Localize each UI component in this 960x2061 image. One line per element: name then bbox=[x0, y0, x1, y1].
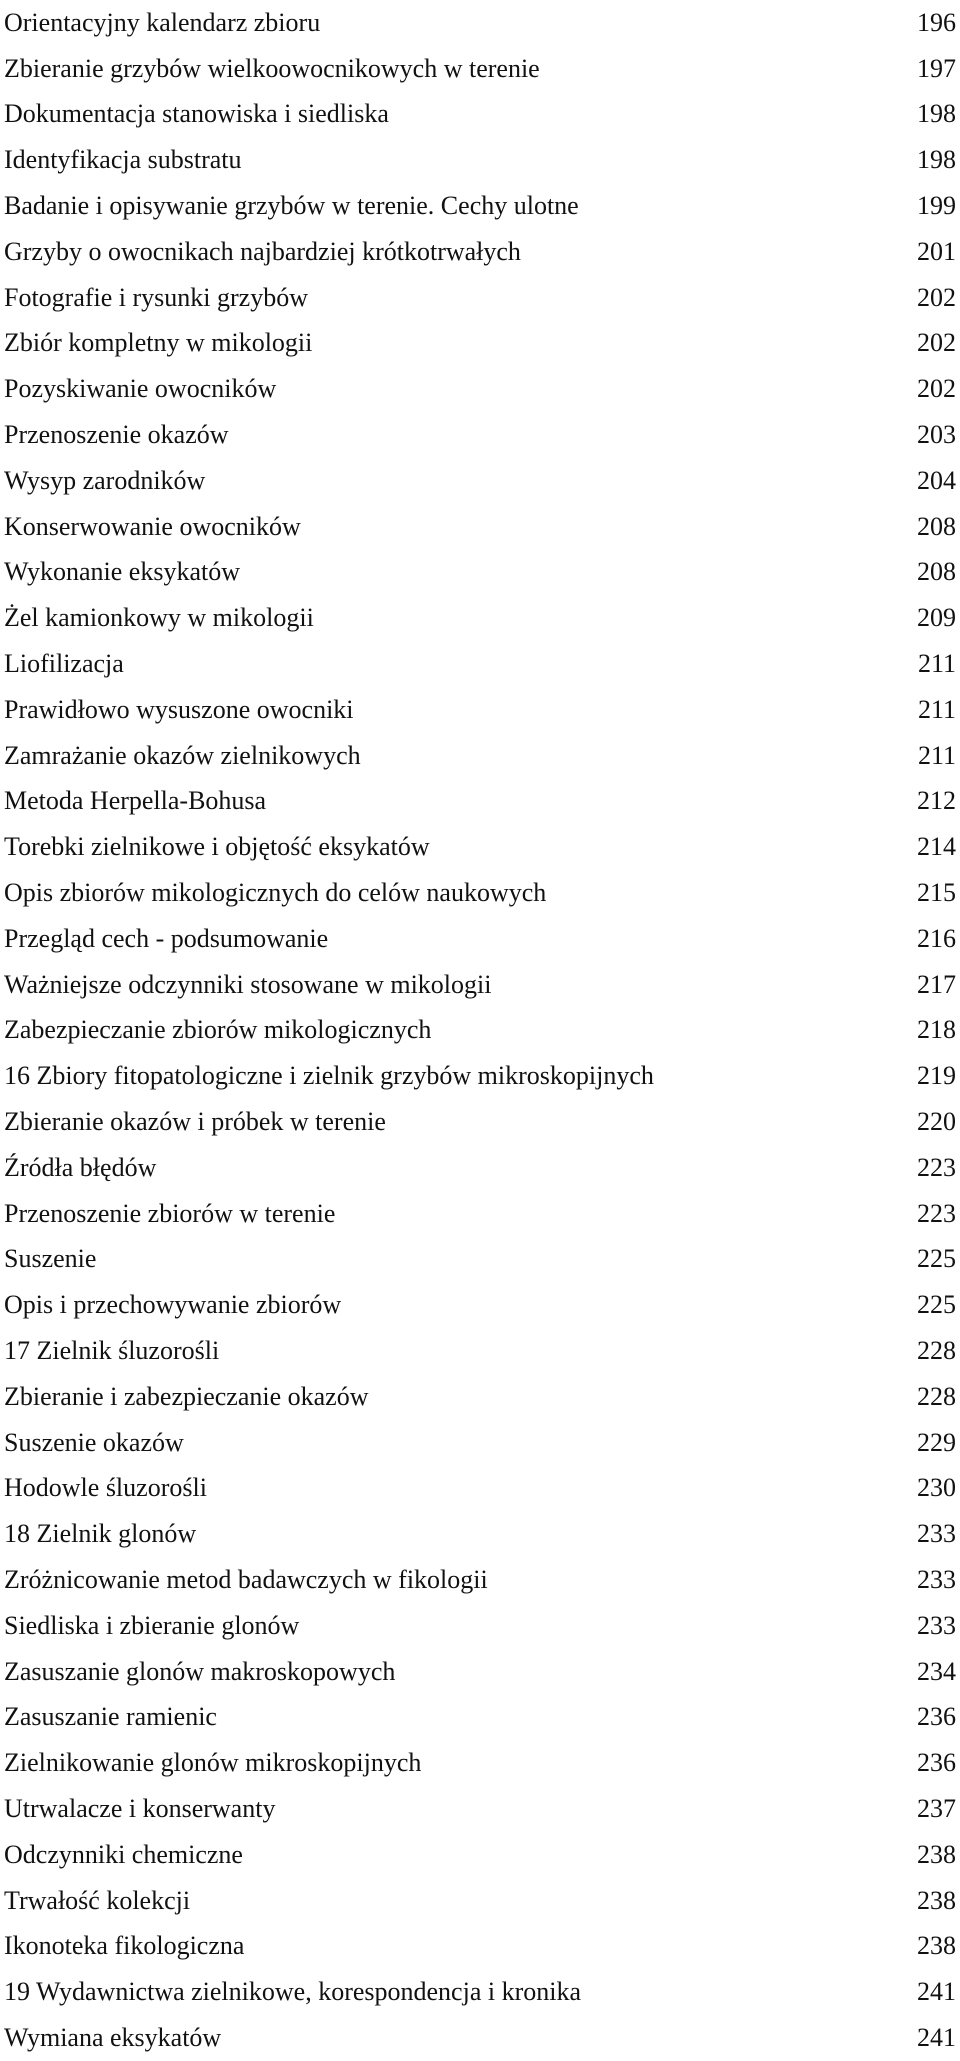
toc-entry-page-number: 198 bbox=[917, 99, 956, 129]
toc-entry-page-number: 211 bbox=[917, 649, 956, 679]
toc-entry-title: Opis zbiorów mikologicznych do celów naukowych bbox=[4, 878, 547, 908]
toc-entry-title: Zbiór kompletny w mikologii bbox=[4, 328, 313, 358]
toc-entry-page-number: 203 bbox=[917, 420, 956, 450]
toc-entry bbox=[4, 916, 956, 962]
toc-entry bbox=[4, 1969, 956, 2015]
toc-entry bbox=[4, 1786, 956, 1832]
toc-entry-title: Zamrażanie okazów zielnikowych bbox=[4, 740, 361, 770]
toc-entry bbox=[4, 962, 956, 1008]
toc-entry-page-number: 198 bbox=[917, 145, 956, 175]
toc-entry-title: Suszenie okazów bbox=[4, 1427, 184, 1457]
toc-entry bbox=[4, 2015, 956, 2061]
toc-entry bbox=[4, 1053, 956, 1099]
toc-entry-page-number: 230 bbox=[917, 1473, 956, 1503]
toc-entry-title: Zbieranie grzybów wielkoowocnikowych w terenie bbox=[4, 53, 540, 83]
toc-entry-page-number: 241 bbox=[917, 2022, 956, 2052]
toc-entry-page-number: 241 bbox=[917, 1977, 956, 2007]
toc-entry-title: 16 Zbiory fitopatologiczne i zielnik grzybów mikroskopijnych bbox=[4, 1061, 654, 1091]
toc-entry-page-number: 199 bbox=[917, 191, 956, 221]
toc-entry-page-number: 217 bbox=[917, 969, 956, 999]
toc-entry-title: Trwałość kolekcji bbox=[4, 1885, 191, 1915]
toc-entry bbox=[4, 412, 956, 458]
toc-entry-page-number: 233 bbox=[917, 1519, 956, 1549]
toc-entry-title: Grzyby o owocnikach najbardziej krótkotrwałych bbox=[4, 236, 521, 266]
toc-entry bbox=[4, 1878, 956, 1924]
toc-entry-page-number: 233 bbox=[917, 1610, 956, 1640]
toc-entry-title: Metoda Herpella-Bohusa bbox=[4, 786, 267, 816]
toc-entry-title: Prawidłowo wysuszone owocniki bbox=[4, 694, 354, 724]
toc-entry-page-number: 216 bbox=[917, 923, 956, 953]
toc-entry-page-number: 236 bbox=[917, 1702, 956, 1732]
toc-entry-page-number: 228 bbox=[917, 1336, 956, 1365]
toc-entry-page-number: 214 bbox=[917, 832, 956, 862]
toc-entry-title: Konserwowanie owocników bbox=[4, 511, 301, 541]
toc-entry-title: Torebki zielnikowe i objętość eksykatów bbox=[4, 832, 430, 862]
toc-entry bbox=[4, 321, 956, 367]
toc-entry-page-number: 225 bbox=[917, 1244, 956, 1274]
toc-entry-page-number: 223 bbox=[917, 1198, 956, 1228]
toc-entry-page-number: 238 bbox=[917, 1885, 956, 1915]
toc-entry-title: 18 Zielnik glonów bbox=[4, 1519, 197, 1549]
toc-entry-title: Zróżnicowanie metod badawczych w fikologii bbox=[4, 1564, 488, 1594]
toc-entry-page-number: 229 bbox=[917, 1427, 956, 1457]
toc-entry-title: Zasuszanie glonów makroskopowych bbox=[4, 1656, 396, 1686]
toc-entry bbox=[4, 870, 956, 916]
toc-entry-title: Siedliska i zbieranie glonów bbox=[4, 1610, 300, 1640]
toc-entry-title: Przenoszenie okazów bbox=[4, 420, 229, 450]
toc-entry-page-number: 215 bbox=[917, 878, 956, 908]
toc-entry-title: Fotografie i rysunki grzybów bbox=[4, 282, 309, 312]
toc-entry bbox=[4, 1145, 956, 1191]
toc-entry bbox=[4, 641, 956, 687]
toc-entry-title: Zielnikowanie glonów mikroskopijnych bbox=[4, 1748, 422, 1778]
toc-entry bbox=[4, 0, 956, 46]
toc-entry-title: Zbieranie okazów i próbek w terenie bbox=[4, 1107, 386, 1137]
toc-entry-title: 19 Wydawnictwa zielnikowe, korespondencja i kronika bbox=[4, 1977, 582, 2007]
toc-entry-page-number: 236 bbox=[917, 1748, 956, 1778]
toc-entry-title: Żel kamionkowy w mikologii bbox=[4, 603, 314, 633]
toc-entry bbox=[4, 1237, 956, 1283]
toc-entry bbox=[4, 1649, 956, 1695]
toc-entry-page-number: 211 bbox=[917, 740, 956, 770]
table-of-contents bbox=[4, 0, 956, 2061]
toc-entry-title: Zbieranie i zabezpieczanie okazów bbox=[4, 1381, 369, 1411]
toc-entry-title: Źródła błędów bbox=[4, 1152, 157, 1182]
toc-entry bbox=[4, 1191, 956, 1237]
toc-entry bbox=[4, 824, 956, 870]
toc-entry bbox=[4, 687, 956, 733]
toc-entry-title: Opis i przechowywanie zbiorów bbox=[4, 1290, 342, 1320]
toc-entry bbox=[4, 1008, 956, 1054]
toc-entry-title: Badanie i opisywanie grzybów w terenie. Cechy ulotne bbox=[4, 191, 579, 221]
toc-entry-title: Orientacyjny kalendarz zbioru bbox=[4, 7, 321, 37]
toc-entry bbox=[4, 1557, 956, 1603]
toc-entry-title: Zasuszanie ramienic bbox=[4, 1702, 217, 1732]
toc-entry-page-number: 218 bbox=[917, 1015, 956, 1045]
toc-entry bbox=[4, 595, 956, 641]
toc-entry-page-number: 234 bbox=[917, 1656, 956, 1686]
toc-entry-title: Zabezpieczanie zbiorów mikologicznych bbox=[4, 1015, 432, 1045]
toc-entry-title: Liofilizacja bbox=[4, 649, 124, 679]
toc-entry-page-number: 220 bbox=[917, 1107, 956, 1137]
toc-entry-page-number: 219 bbox=[917, 1061, 956, 1091]
toc-entry-title: Przenoszenie zbiorów w terenie bbox=[4, 1198, 336, 1228]
toc-entry-page-number: 223 bbox=[917, 1152, 956, 1182]
toc-entry-title: Wysyp zarodników bbox=[4, 465, 206, 495]
toc-entry bbox=[4, 1099, 956, 1145]
toc-entry bbox=[4, 92, 956, 138]
toc-entry bbox=[4, 183, 956, 229]
toc-entry-page-number: 225 bbox=[917, 1290, 956, 1320]
toc-entry bbox=[4, 733, 956, 779]
toc-entry-title: Ikonoteka fikologiczna bbox=[4, 1931, 245, 1961]
toc-entry bbox=[4, 1328, 956, 1374]
toc-entry-page-number: 196 bbox=[917, 7, 956, 37]
toc-entry bbox=[4, 137, 956, 183]
toc-entry bbox=[4, 1374, 956, 1420]
toc-entry bbox=[4, 1694, 956, 1740]
toc-entry bbox=[4, 779, 956, 825]
toc-entry bbox=[4, 275, 956, 321]
toc-entry bbox=[4, 46, 956, 92]
toc-entry bbox=[4, 504, 956, 550]
toc-entry-page-number: 238 bbox=[917, 1839, 956, 1869]
toc-entry-page-number: 208 bbox=[917, 557, 956, 587]
toc-entry-title: 17 Zielnik śluzorośli bbox=[4, 1336, 220, 1365]
toc-entry-page-number: 202 bbox=[917, 282, 956, 312]
toc-entry bbox=[4, 550, 956, 596]
toc-entry-title: Wymiana eksykatów bbox=[4, 2022, 222, 2052]
toc-entry-page-number: 197 bbox=[917, 53, 956, 83]
toc-entry bbox=[4, 1466, 956, 1512]
toc-entry-title: Ważniejsze odczynniki stosowane w mikologii bbox=[4, 969, 492, 999]
toc-entry-title: Hodowle śluzorośli bbox=[4, 1473, 207, 1503]
toc-entry bbox=[4, 1282, 956, 1328]
toc-entry bbox=[4, 1420, 956, 1466]
toc-entry-page-number: 209 bbox=[917, 603, 956, 633]
toc-entry-title: Identyfikacja substratu bbox=[4, 145, 242, 175]
toc-entry-title: Dokumentacja stanowiska i siedliska bbox=[4, 99, 389, 129]
toc-entry-page-number: 228 bbox=[917, 1381, 956, 1411]
toc-entry-title: Wykonanie eksykatów bbox=[4, 557, 240, 587]
toc-entry-page-number: 237 bbox=[917, 1793, 956, 1823]
toc-entry-page-number: 212 bbox=[917, 786, 956, 816]
toc-entry-page-number: 238 bbox=[917, 1931, 956, 1961]
toc-entry-title: Odczynniki chemiczne bbox=[4, 1839, 243, 1869]
toc-entry bbox=[4, 1923, 956, 1969]
toc-entry-page-number: 233 bbox=[917, 1564, 956, 1594]
toc-entry bbox=[4, 1832, 956, 1878]
toc-entry-title: Utrwalacze i konserwanty bbox=[4, 1793, 276, 1823]
toc-entry-page-number: 211 bbox=[917, 694, 956, 724]
toc-entry-page-number: 204 bbox=[917, 465, 956, 495]
toc-entry bbox=[4, 229, 956, 275]
toc-entry bbox=[4, 1603, 956, 1649]
toc-entry-title: Suszenie bbox=[4, 1244, 97, 1274]
toc-entry-page-number: 208 bbox=[917, 511, 956, 541]
toc-entry bbox=[4, 458, 956, 504]
toc-entry-page-number: 202 bbox=[917, 374, 956, 404]
toc-entry-page-number: 201 bbox=[917, 236, 956, 266]
toc-entry-title: Przegląd cech - podsumowanie bbox=[4, 923, 329, 953]
toc-entry bbox=[4, 1740, 956, 1786]
toc-entry bbox=[4, 1511, 956, 1557]
toc-entry-title: Pozyskiwanie owocników bbox=[4, 374, 277, 404]
toc-entry bbox=[4, 366, 956, 412]
toc-entry-page-number: 202 bbox=[917, 328, 956, 358]
